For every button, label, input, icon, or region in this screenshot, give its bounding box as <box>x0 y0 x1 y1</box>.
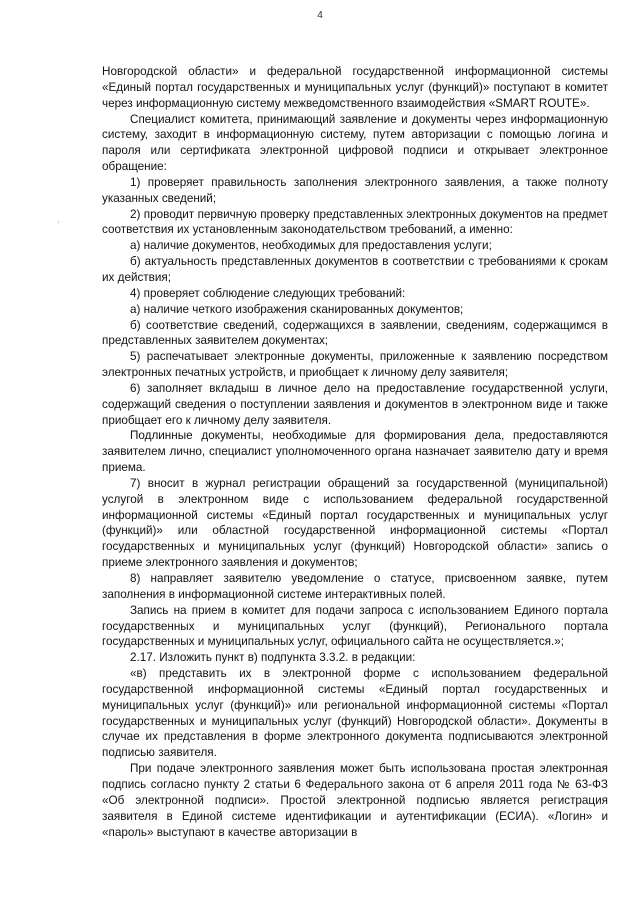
paragraph: Специалист комитета, принимающий заявление и документы через информационную систему, заходит в информационную систему, путем авторизации с помощью логина и пароля или сертификата электронной цифровой подписи и открывает электронное обращение: <box>102 112 608 174</box>
paragraph: 8) направляет заявителю уведомление о статусе, присвоенном заявке, путем заполнения в информационной системе интерактивных полей. <box>102 572 608 601</box>
paragraph: 5) распечатывает электронные документы, приложенные к заявлению посредством электронных печатных устройств, и приобщает к личному делу заявителя; <box>102 350 608 380</box>
paragraph: б) актуальность представленных документов в соответствии с требованиями к срокам их действия; <box>102 255 608 284</box>
paragraph: 2) проводит первичную проверку представленных электронных документов на предмет соответствия их установленным законодательством требований, а именно: <box>102 207 608 237</box>
paragraph: Новгородской области» и федеральной государственной информационной системы «Единый портал государственных и муниципальных услуг (функций)» поступают в комитет через информационную систему межведомственного взаимодействия «SMART ROUTE». <box>102 65 608 110</box>
paragraph: а) наличие документов, необходимых для предоставления услуги; <box>130 239 492 253</box>
paragraph: Подлинные документы, необходимые для формирования дела, предоставляются заявителем лично, специалист уполномоченного органа назначает заявителю дату и время приема. <box>102 429 608 475</box>
paragraph: 1) проверяет правильность заполнения электронного заявления, а также полноту указанных сведений; <box>102 175 608 205</box>
paragraph: а) наличие четкого изображения сканированных документов; <box>130 302 464 316</box>
paragraph: 4) проверяет соблюдение следующих требований: <box>130 286 406 300</box>
paragraph: б) соответствие сведений, содержащихся в заявлении, сведениям, содержащимся в представленных заявителем документах; <box>102 318 608 348</box>
paragraph: При подаче электронного заявления может быть использована простая электронная подпись согласно пункту 2 статьи 6 Федерального закона от 6 апреля 2011 года № 63-ФЗ «Об электронной подписи». Простой электронной подписью является регистрация заявителя в Единой системе идентификации и аутентификации (ЕСИА). «Логин» и «пароль» выступают в качестве авторизации в <box>102 762 608 839</box>
page-number: 4 <box>317 10 323 21</box>
paragraph: 2.17. Изложить пункт в) подпункта 3.3.2. в редакции: <box>130 651 416 665</box>
paragraph: 6) заполняет вкладыш в личное дело на предоставление государственной услуги, содержащий сведения о поступлении заявления и документов в электронном виде и также приобщает его к личному делу заявителя. <box>102 381 608 427</box>
body-text <box>102 64 608 840</box>
margin-mark: ʻ <box>58 222 60 229</box>
paragraph: Запись на прием в комитет для подачи запроса с использованием Единого портала государственных и муниципальных услуг (функций), Регионального портала государственных и муниципальных услуг, официального сайта не осуществляется.»; <box>102 603 608 649</box>
paragraph: «в) представить их в электронной форме с использованием федеральной государственной информационной системы «Единый портал государственных и муниципальных услуг (функций)» или региональной информационной системы «Портал государственных и муниципальных услуг (функций) Новгородской области». Документы в случае их представления в форме электронного документа подписываются электронной подписью заявителя. <box>102 667 608 760</box>
paragraph: 7) вносит в журнал регистрации обращений за государственной (муниципальной) услугой в электронном виде с использованием федеральной государственной информационной системы «Единый портал государственных и муниципальных услуг (функций)» или областной государственной информационной системы «Портал государственных и муниципальных услуг (функций) Новгородской области» запись о приеме электронного заявления и документов; <box>102 476 608 570</box>
